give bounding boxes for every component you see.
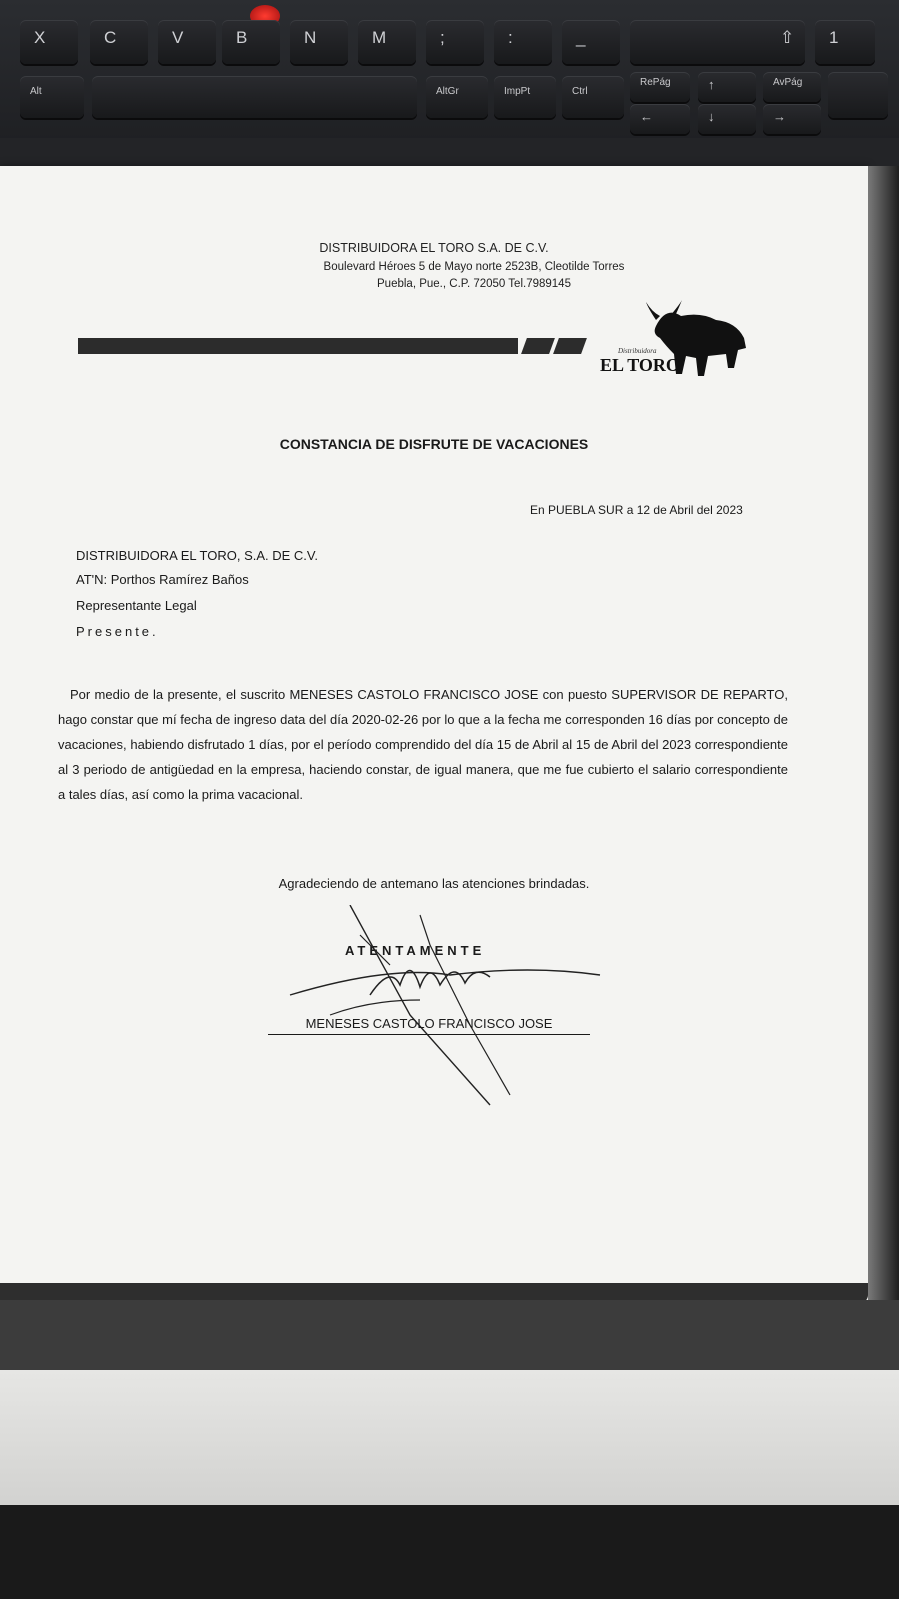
- recipient-presente: Presente.: [76, 624, 159, 639]
- key-right: →: [763, 104, 821, 134]
- key-ctrl: Ctrl: [562, 76, 624, 118]
- key-down: ↓: [698, 104, 756, 134]
- key-shift: ⇧: [630, 20, 805, 64]
- key-left: ←: [630, 104, 690, 134]
- key-m: M: [358, 20, 416, 64]
- floor: [0, 1505, 899, 1599]
- key-altgr: AltGr: [426, 76, 488, 118]
- header-bar: [78, 338, 518, 354]
- lower-sheet: [0, 1370, 899, 1505]
- header-dash: [521, 338, 555, 354]
- signer-name: MENESES CASTOLO FRANCISCO JOSE: [268, 1016, 590, 1035]
- key-power: [828, 72, 888, 118]
- recipient-attn: AT'N: Porthos Ramírez Baños: [76, 572, 249, 587]
- key-up: ↑: [698, 72, 756, 102]
- key-semicolon: ;: [426, 20, 484, 64]
- recipient-company: DISTRIBUIDORA EL TORO, S.A. DE C.V.: [76, 548, 319, 563]
- key-imppt: ImpPt: [494, 76, 556, 118]
- handwritten-signature: [270, 905, 620, 1125]
- company-name: DISTRIBUIDORA EL TORO S.A. DE C.V.: [319, 241, 549, 255]
- closing-line: Agradeciendo de antemano las atenciones brindadas.: [278, 876, 590, 891]
- atentamente-label: ATENTAMENTE: [345, 943, 486, 958]
- address-line-1: Boulevard Héroes 5 de Mayo norte 2523B, Cleotilde Torres: [323, 261, 625, 273]
- address-line-2: Puebla, Pue., C.P. 72050 Tel.7989145: [377, 278, 571, 290]
- key-alt: Alt: [20, 76, 84, 118]
- key-underscore: _: [562, 20, 620, 64]
- desk-band: [0, 1300, 899, 1370]
- recipient-role: Representante Legal: [76, 598, 197, 613]
- key-1: 1: [815, 20, 875, 64]
- key-x: X: [20, 20, 78, 64]
- document-title: CONSTANCIA DE DISFRUTE DE VACACIONES: [279, 436, 589, 452]
- date-line: En PUEBLA SUR a 12 de Abril del 2023: [530, 503, 743, 517]
- key-colon: :: [494, 20, 552, 64]
- key-b: B: [222, 20, 280, 64]
- key-avpag: AvPág: [763, 72, 821, 102]
- key-v: V: [158, 20, 216, 64]
- key-repag: RePág: [630, 72, 690, 102]
- key-space: [92, 76, 417, 118]
- letter-body: Por medio de la presente, el suscrito MENESES CASTOLO FRANCISCO JOSE con puesto SUPERVISOR DE REPARTO, hago constar que mí fecha de ingreso data del día 2020-02-26 por lo que a la fecha me corresponden 16 días por concepto de vacaciones, habiendo disfrutado 1 días, por el período comprendido del día 15 de Abril al 15 de Abril del 2023 correspondiente al 3 periodo de antigüedad en la empresa, haciendo constar, de igual manera, que me fue cubierto el salario correspondiente a tales días, así como la prima vacacional.: [58, 687, 788, 802]
- key-n: N: [290, 20, 348, 64]
- header-dash: [553, 338, 587, 354]
- paper-edge-shadow: [868, 166, 899, 1311]
- logo-text: EL TORO: [600, 355, 680, 375]
- key-c: C: [90, 20, 148, 64]
- logo-subtext: Distribuidora: [618, 347, 657, 355]
